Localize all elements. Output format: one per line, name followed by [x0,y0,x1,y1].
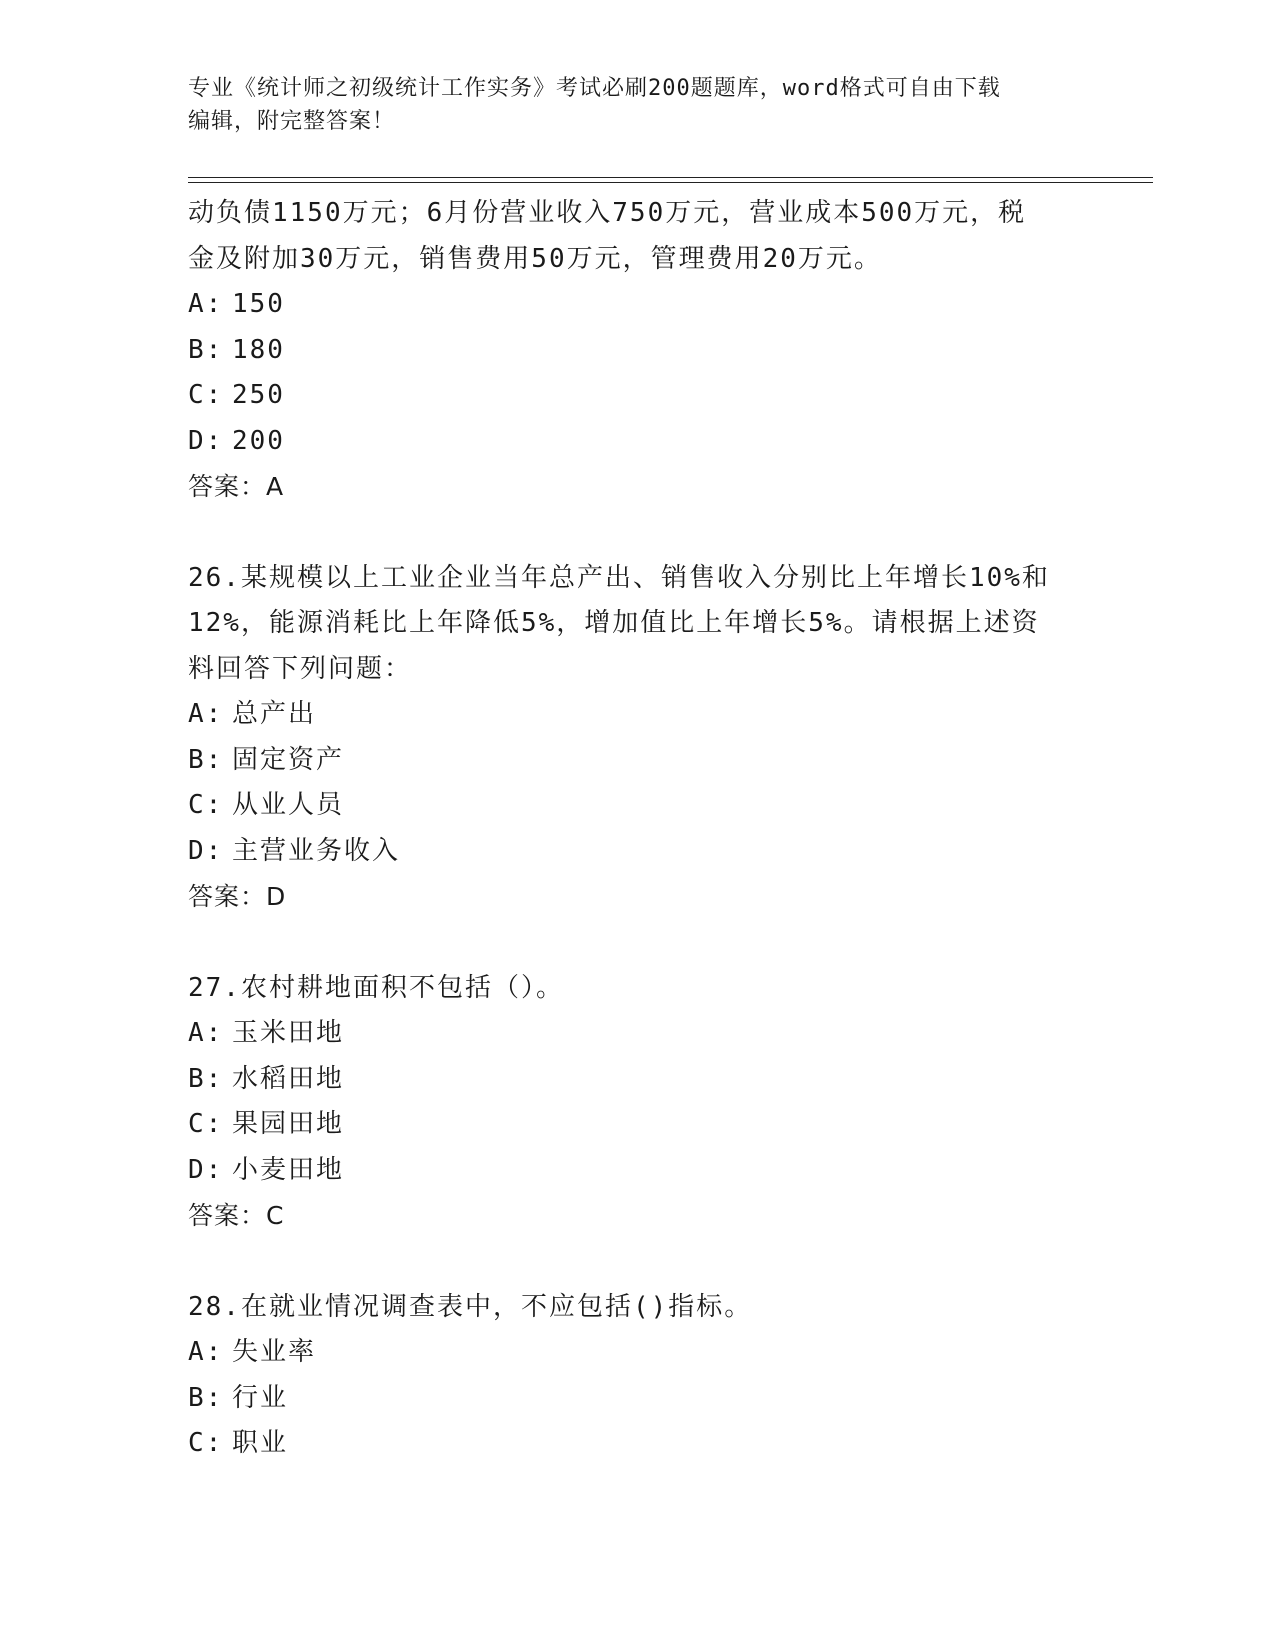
option-d: D: 200 [188,425,285,456]
question-text-line: 28.在就业情况调查表中，不应包括()指标。 [188,1291,753,1322]
header-divider-bottom [188,182,1153,183]
question-continued [188,191,1068,510]
header-line-2: 编辑，附完整答案！ [188,109,396,134]
option-a: A: 玉米田地 [188,1018,345,1048]
header-line-1: 专业《统计师之初级统计工作实务》考试必刷200题题库，word格式可自由下载 [188,76,1001,101]
question-27 [188,966,1068,1239]
option-d: D: 小麦田地 [188,1154,345,1185]
question-text-line: 27.农村耕地面积不包括（）。 [188,972,564,1003]
question-text-line: 料回答下列问题： [188,653,413,684]
header-divider-top [188,177,1153,178]
option-a: A: 总产出 [188,699,317,729]
option-a: A: 150 [188,289,285,319]
option-a: A: 失业率 [188,1337,317,1367]
option-b: B: 固定资产 [188,744,345,775]
answer-line: 答案：D [188,882,287,911]
answer-line: 答案：C [188,1201,285,1230]
option-c: C: 250 [188,380,285,410]
document-header [188,72,1068,138]
question-text-line: 12%，能源消耗比上年降低5%，增加值比上年增长5%。请根据上述资 [188,608,1040,638]
question-text-line: 动负债1150万元；6月份营业收入750万元，营业成本500万元，税 [188,198,1027,228]
option-b: B: 180 [188,334,285,365]
answer-line: 答案：A [188,472,285,501]
option-d: D: 主营业务收入 [188,835,401,866]
option-c: C: 从业人员 [188,790,345,820]
option-b: B: 水稻田地 [188,1063,345,1094]
question-text-line: 金及附加30万元，销售费用50万元，管理费用20万元。 [188,243,882,274]
option-b: B: 行业 [188,1382,289,1413]
option-c: C: 职业 [188,1428,289,1458]
question-text-line: 26.某规模以上工业企业当年总产出、销售收入分别比上年增长10%和 [188,562,1050,593]
question-26 [188,556,1068,920]
question-content [188,191,1068,1467]
option-c: C: 果园田地 [188,1109,345,1139]
question-28 [188,1285,1068,1467]
